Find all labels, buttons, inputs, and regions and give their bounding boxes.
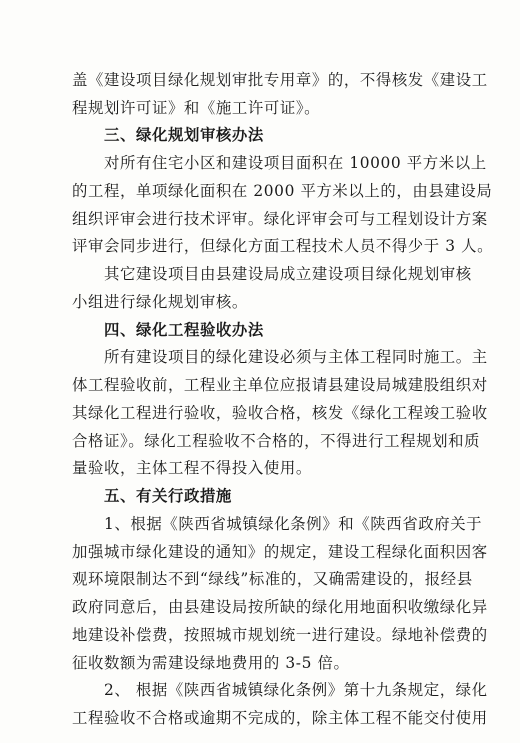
text-line: 2、 根据《陕西省城镇绿化条例》第十九条规定，绿化	[104, 681, 488, 700]
text-line: 体工程验收前，工程业主单位应报请县建设局城建股组织对	[72, 376, 488, 395]
text-line: 量验收，主体工程不得投入使用。	[72, 459, 312, 478]
text-line: 观环境限制达不到“绿线”标准的，又确需建设的，报经县	[72, 570, 473, 589]
text-line: 加强城市绿化建设的通知》的规定，建设工程绿化面积因客	[72, 542, 488, 561]
section-heading-5: 五、有关行政措施	[104, 487, 232, 506]
text-line: 所有建设项目的绿化建设必须与主体工程同时施工。主	[104, 348, 488, 367]
text-line: 对所有住宅小区和建设项目面积在 10000 平方米以上	[104, 154, 487, 173]
text-line: 政府同意后，由县建设局按所缺的绿化用地面积收缴绿化异	[72, 598, 488, 617]
section-heading-3: 三、绿化规划审核办法	[104, 126, 264, 145]
text-line: 1、根据《陕西省城镇绿化条例》和《陕西省政府关于	[104, 514, 483, 533]
text-line: 小组进行绿化规划审核。	[72, 292, 248, 311]
section-heading-4: 四、绿化工程验收办法	[104, 320, 264, 339]
text-line: 合格证》。绿化工程验收不合格的，不得进行工程规划和质	[72, 431, 481, 450]
text-line: 程规划许可证》和《施工许可证》。	[72, 98, 321, 117]
text-line: 的工程，单项绿化面积在 2000 平方米以上的，由县建设局	[72, 181, 493, 200]
text-line: 其绿化工程进行验收，验收合格，核发《绿化工程竣工验收	[72, 403, 488, 422]
text-line: 地建设补偿费，按照城市规划统一进行建设。绿地补偿费的	[72, 625, 488, 644]
text-line: 盖《建设项目绿化规划审批专用章》的，不得核发《建设工	[72, 71, 488, 89]
text-line: 组织评审会进行技术评审。绿化评审会可与工程划设计方案	[72, 209, 488, 228]
text-line: 其它建设项目由县建设局成立建设项目绿化规划审核	[104, 265, 472, 284]
text-line: 评审会同步进行，但绿化方面工程技术人员不得少于 3 人。	[72, 237, 494, 256]
text-line: 工程验收不合格或逾期不完成的，除主体工程不能交付使用	[72, 709, 488, 727]
text-line: 征收数额为需建设绿地费用的 3-5 倍。	[72, 653, 350, 672]
